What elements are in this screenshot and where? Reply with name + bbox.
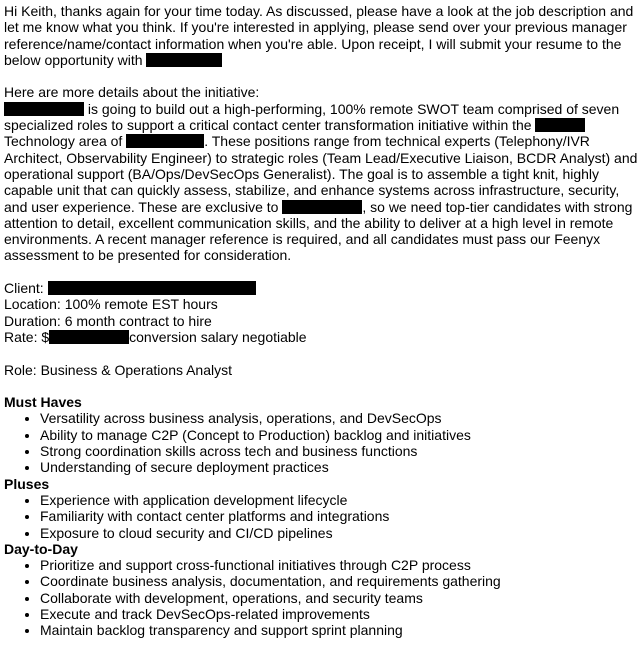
rate-line: [4, 329, 641, 345]
details-text-2: Technology area of: [4, 133, 123, 150]
list-item: • Experience with application development lifecycle: [40, 492, 641, 508]
intro-text: Hi Keith, thanks again for your time today. As discussed, please have a look at the job description and let me know what you think. If you're interested in applying, please send over your previous manager reference/name/contact information when you're able. Upon receipt, I will submit your resume to the below opportunity with: [4, 3, 634, 68]
details-paragraph: [4, 101, 641, 264]
list-item: • Maintain backlog transparency and support sprint planning: [40, 622, 641, 638]
list-item: • Familiarity with contact center platforms and integrations: [40, 508, 641, 524]
list-item: • Versatility across business analysis, operations, and DevSecOps: [40, 410, 641, 426]
pluses-list: [4, 492, 641, 541]
duration-line: Duration: 6 month contract to hire: [4, 312, 212, 329]
list-item: • Strong coordination skills across tech and business functions: [40, 443, 641, 459]
list-item: • Execute and track DevSecOps-related improvements: [40, 606, 641, 622]
redaction-bar: [48, 281, 256, 295]
client-label: Client:: [4, 280, 44, 297]
redaction-bar: [535, 118, 585, 132]
role-line: Role: Business & Operations Analyst: [4, 361, 233, 378]
details-heading: Here are more details about the initiative:: [4, 84, 260, 101]
list-item: • Understanding of secure deployment practices: [40, 459, 641, 475]
section-title-pluses: Pluses: [4, 475, 50, 492]
list-item: • Collaborate with development, operations, and security teams: [40, 590, 641, 606]
section-title-must-haves: Must Haves: [4, 394, 82, 411]
day-to-day-list: [4, 557, 641, 638]
redaction-bar: [146, 53, 222, 67]
redaction-bar: [126, 134, 204, 148]
section-title-day-to-day: Day-to-Day: [4, 540, 78, 557]
list-item: • Ability to manage C2P (Concept to Production) backlog and initiatives: [40, 427, 641, 443]
rate-label: Rate: $: [4, 328, 50, 345]
details-text-1: is going to build out a high-performing, 100% remote SWOT team comprised of seven specialized roles to support a critical contact center transformation initiative within the: [4, 100, 620, 134]
list-item: • Exposure to cloud security and CI/CD pipelines: [40, 525, 641, 541]
redaction-bar: [4, 102, 84, 116]
details-text-4: , so we need top-tier candidates with strong attention to detail, excellent communication skills, and the ability to deliver at a high level in remote environments. A recent manager reference is required, and all candidates must pass our Feenyx assessment to be presented for consideration.: [4, 198, 633, 264]
must-haves-list: [4, 410, 641, 475]
location-line: Location: 100% remote EST hours: [4, 296, 218, 313]
details-text-3: . These positions range from technical experts (Telephony/IVR Architect, Observability Engineer) to strategic roles (Team Lead/Executive Liaison, BCDR Analyst) and operational support (BA/Ops/DevSecOps Generalist). The goal is to assemble a tight knit, highly capable unit that can quickly assess, stabilize, and enhance systems across infrastructure, security, and user experience. These are exclusive to: [4, 133, 638, 215]
client-line: [4, 280, 641, 296]
redaction-bar: [49, 330, 129, 344]
redaction-bar: [282, 200, 362, 214]
rate-tail: conversion salary negotiable: [129, 328, 307, 345]
list-item: • Prioritize and support cross-functional initiatives through C2P process: [40, 557, 641, 573]
list-item: • Coordinate business analysis, documentation, and requirements gathering: [40, 573, 641, 589]
intro-paragraph: [4, 3, 641, 68]
